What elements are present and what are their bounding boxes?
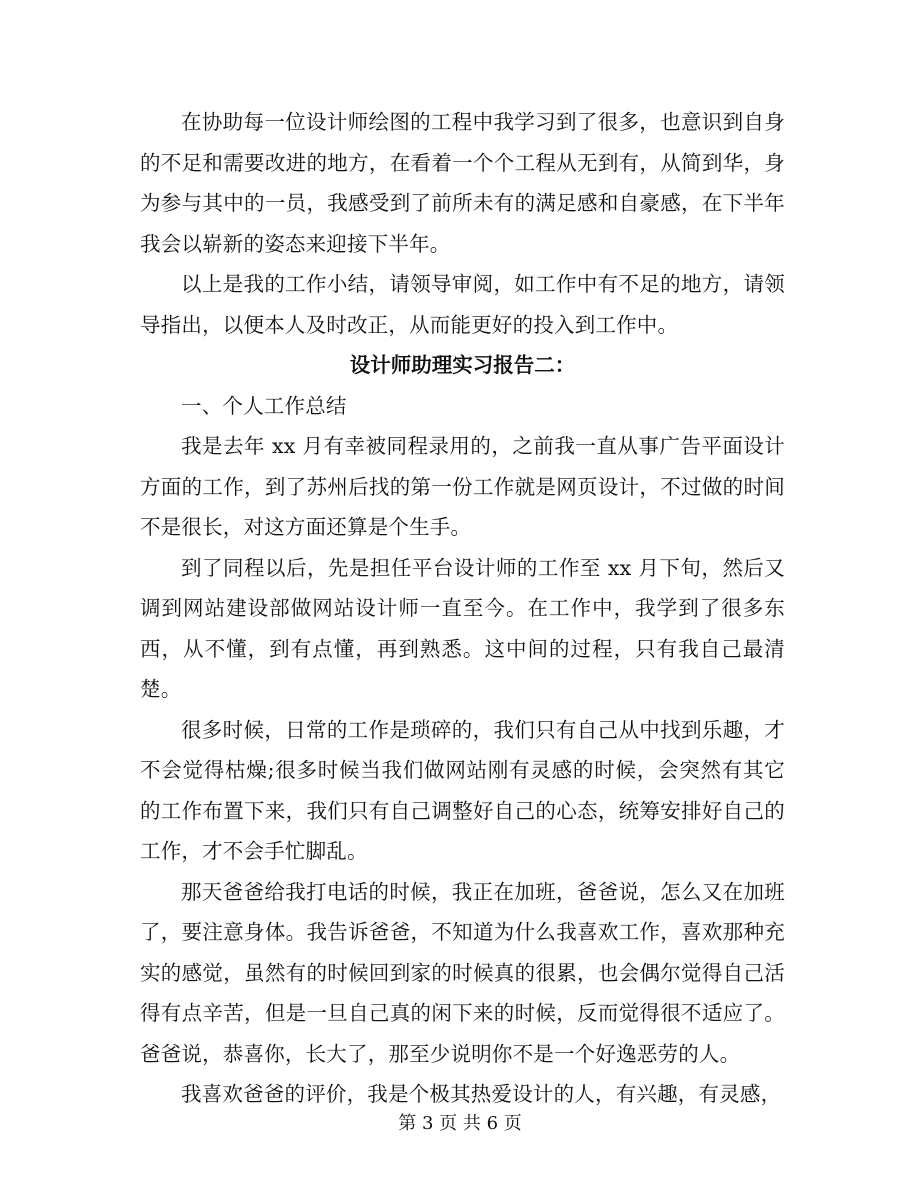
paragraph: 以上是我的工作小结，请领导审阅，如工作中有不足的地方，请领导指出，以便本人及时改正，从而能更好的投入到工作中。 — [140, 272, 785, 337]
paragraph: 很多时候，日常的工作是琐碎的，我们只有自己从中找到乐趣，才不会觉得枯燥;很多时候当我们做网站刚有灵感的时候，会突然有其它的工作布置下来，我们只有自己调整好自己的心态，统筹安排好自己的工作，才不会手忙脚乱。 — [140, 717, 785, 863]
subheading: 一、个人工作总结 — [181, 393, 347, 418]
paragraph: 到了同程以后，先是担任平台设计师的工作至 xx 月下旬，然后又调到网站建设部做网站设计师一直至今。在工作中，我学到了很多东西，从不懂，到有点懂，再到熟悉。这中间的过程，只有我自己最清楚。 — [140, 555, 785, 701]
page-footer: 第 3 页 共 6 页 — [398, 1113, 522, 1134]
paragraph: 在协助每一位设计师绘图的工程中我学习到了很多，也意识到自身的不足和需要改进的地方，在看着一个个工程从无到有，从简到华，身为参与其中的一员，我感受到了前所未有的满足感和自豪感，在下半年我会以崭新的姿态来迎接下半年。 — [140, 110, 785, 256]
paragraph: 我喜欢爸爸的评价，我是个极其热爱设计的人，有兴趣，有灵感， — [181, 1082, 782, 1106]
paragraph: 那天爸爸给我打电话的时候，我正在加班，爸爸说，怎么又在加班了，要注意身体。我告诉爸爸，不知道为什么我喜欢工作，喜欢那种充实的感觉，虽然有的时候回到家的时候真的很累，也会偶尔觉得自己活得有点辛苦，但是一旦自己真的闲下来的时候，反而觉得很不适应了。爸爸说，恭喜你，长大了，那至少说明你不是一个好逸恶劳的人。 — [140, 879, 785, 1066]
paragraph: 我是去年 xx 月有幸被同程录用的，之前我一直从事广告平面设计方面的工作，到了苏州后找的第一份工作就是网页设计，不过做的时间不是很长，对这方面还算是个生手。 — [140, 434, 785, 539]
document-body — [140, 102, 785, 1115]
section-heading: 设计师助理实习报告二： — [349, 353, 576, 377]
